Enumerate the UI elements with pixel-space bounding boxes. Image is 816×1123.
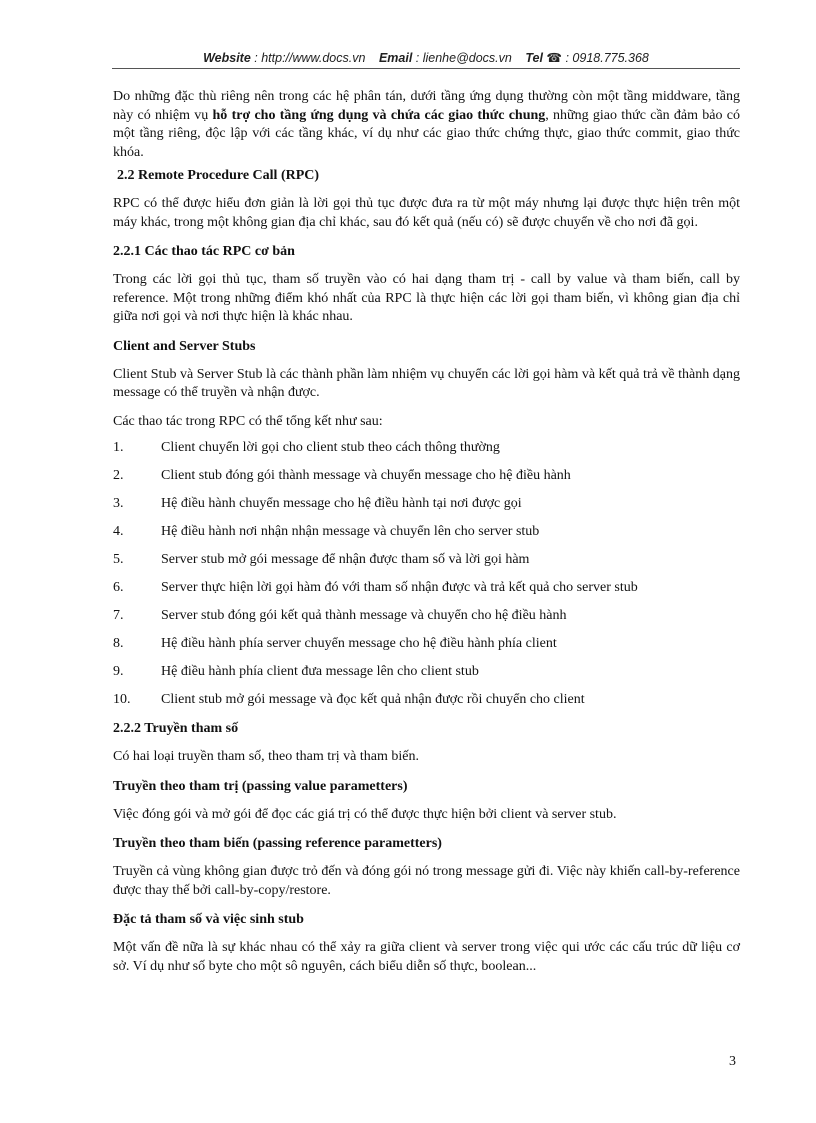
tel-label: Tel ☎ [525, 51, 562, 65]
email-label: Email [378, 51, 413, 65]
list-item: 4. Hệ điều hành nơi nhận nhận message và chuyển lên cho server stub [113, 524, 540, 539]
list-item: 10. Client stub mở gói message và đọc kết quả nhận được rồi chuyển cho client [113, 692, 585, 707]
heading-rpc: 2.2 Remote Procedure Call (RPC) [117, 168, 320, 183]
by-value-paragraph: Việc đóng gói và mở gói để đọc các giá trị có thể được thực hiện bởi client và server stub. [113, 806, 617, 822]
summary-paragraph: Các thao tác trong RPC có thể tổng kết như sau: [113, 413, 383, 429]
by-reference-paragraph: Truyền cả vùng không gian được trỏ đến và đóng gói nó trong message gửi đi. Việc này khiến call-by-reference được thay thế bởi call-by-copy/restore. [113, 864, 740, 898]
list-item: 1. Client chuyển lời gọi cho client stub theo cách thông thường [113, 440, 500, 455]
page-number: 3 [729, 1054, 736, 1069]
rpc-basic-paragraph: Trong các lời gọi thủ tục, tham số truyền vào có hai dạng tham trị - call by value và tham biến, call by reference. Một trong những điểm khó nhất của RPC là thực hiện các lời gọi tham biến, vì không gian địa chỉ giữa nơi gọi và nơi thực hiện là khác nhau. [113, 272, 740, 324]
list-item: 5. Server stub mở gói message để nhận được tham số và lời gọi hàm [113, 552, 530, 567]
email-address[interactable]: : lienhe@docs.vn [415, 51, 512, 65]
rpc-paragraph: RPC có thể được hiểu đơn giản là lời gọi thủ tục được đưa ra từ một máy nhưng lại được thực hiện trên một máy khác, trong một không gian địa chỉ khác, sau đó kết quả (nếu có) sẽ được chuyển về cho nơi đã gọi. [113, 196, 740, 230]
list-item: 6. Server thực hiện lời gọi hàm đó với tham số nhận được và trả kết quả cho server stub [113, 580, 638, 595]
list-item: 3. Hệ điều hành chuyển message cho hệ điều hành tại nơi được gọi [113, 496, 522, 511]
tel-number: : 0918.775.368 [565, 51, 649, 65]
heading-stubs: Client and Server Stubs [113, 338, 256, 354]
list-item: 8. Hệ điều hành phía server chuyển message cho hệ điều hành phía client [113, 636, 557, 651]
params-paragraph: Có hai loại truyền tham số, theo tham trị và tham biến. [113, 749, 419, 764]
page-header [112, 50, 740, 65]
heading-params: 2.2.2 Truyền tham số [113, 721, 239, 736]
website-url[interactable]: : http://www.docs.vn [254, 51, 366, 65]
spec-paragraph: Một vấn đề nữa là sự khác nhau có thể xảy ra giữa client và server trong việc qui ước các cấu trúc dữ liệu cơ sở. Ví dụ như số byte cho một sô nguyên, cách biểu diễn số thực, boolean... [113, 940, 740, 974]
rpc-steps-list [113, 439, 740, 709]
heading-rpc-basic: 2.2.1 Các thao tác RPC cơ bản [113, 244, 295, 259]
intro-paragraph: Do những đặc thù riêng nên trong các hệ phân tán, dưới tầng ứng dụng thường còn một tầng middware, tầng này có nhiệm vụ hỗ trợ cho tầng ứng dụng và chứa các giao thức chung, những giao thức cần đảm bảo có một tầng riêng, độc lập với các tầng khác, ví dụ như các giao thức chứng thực, giao thức commit, giao thức khóa. [113, 89, 741, 160]
heading-by-reference: Truyền theo tham biến (passing reference parametters) [113, 836, 442, 851]
list-item: 7. Server stub đóng gói kết quả thành message và chuyển cho hệ điều hành [113, 608, 567, 623]
list-item: 9. Hệ điều hành phía client đưa message lên cho client stub [113, 664, 479, 679]
website-label: Website [203, 51, 251, 65]
header-divider [112, 68, 740, 69]
list-item: 2. Client stub đóng gói thành message và chuyển message cho hệ điều hành [113, 468, 571, 483]
stubs-paragraph: Client Stub và Server Stub là các thành phần làm nhiệm vụ chuyển các lời gọi hàm và kết quả trả về thành dạng message có thể truyền và nhận được. [113, 366, 740, 400]
page-body [113, 88, 740, 976]
heading-by-value: Truyền theo tham trị (passing value parametters) [113, 778, 408, 794]
heading-spec: Đặc tả tham số và việc sinh stub [113, 912, 304, 927]
intro-bold-phrase: hỗ trợ cho tầng ứng dụng và chứa các giao thức chung [212, 107, 546, 123]
